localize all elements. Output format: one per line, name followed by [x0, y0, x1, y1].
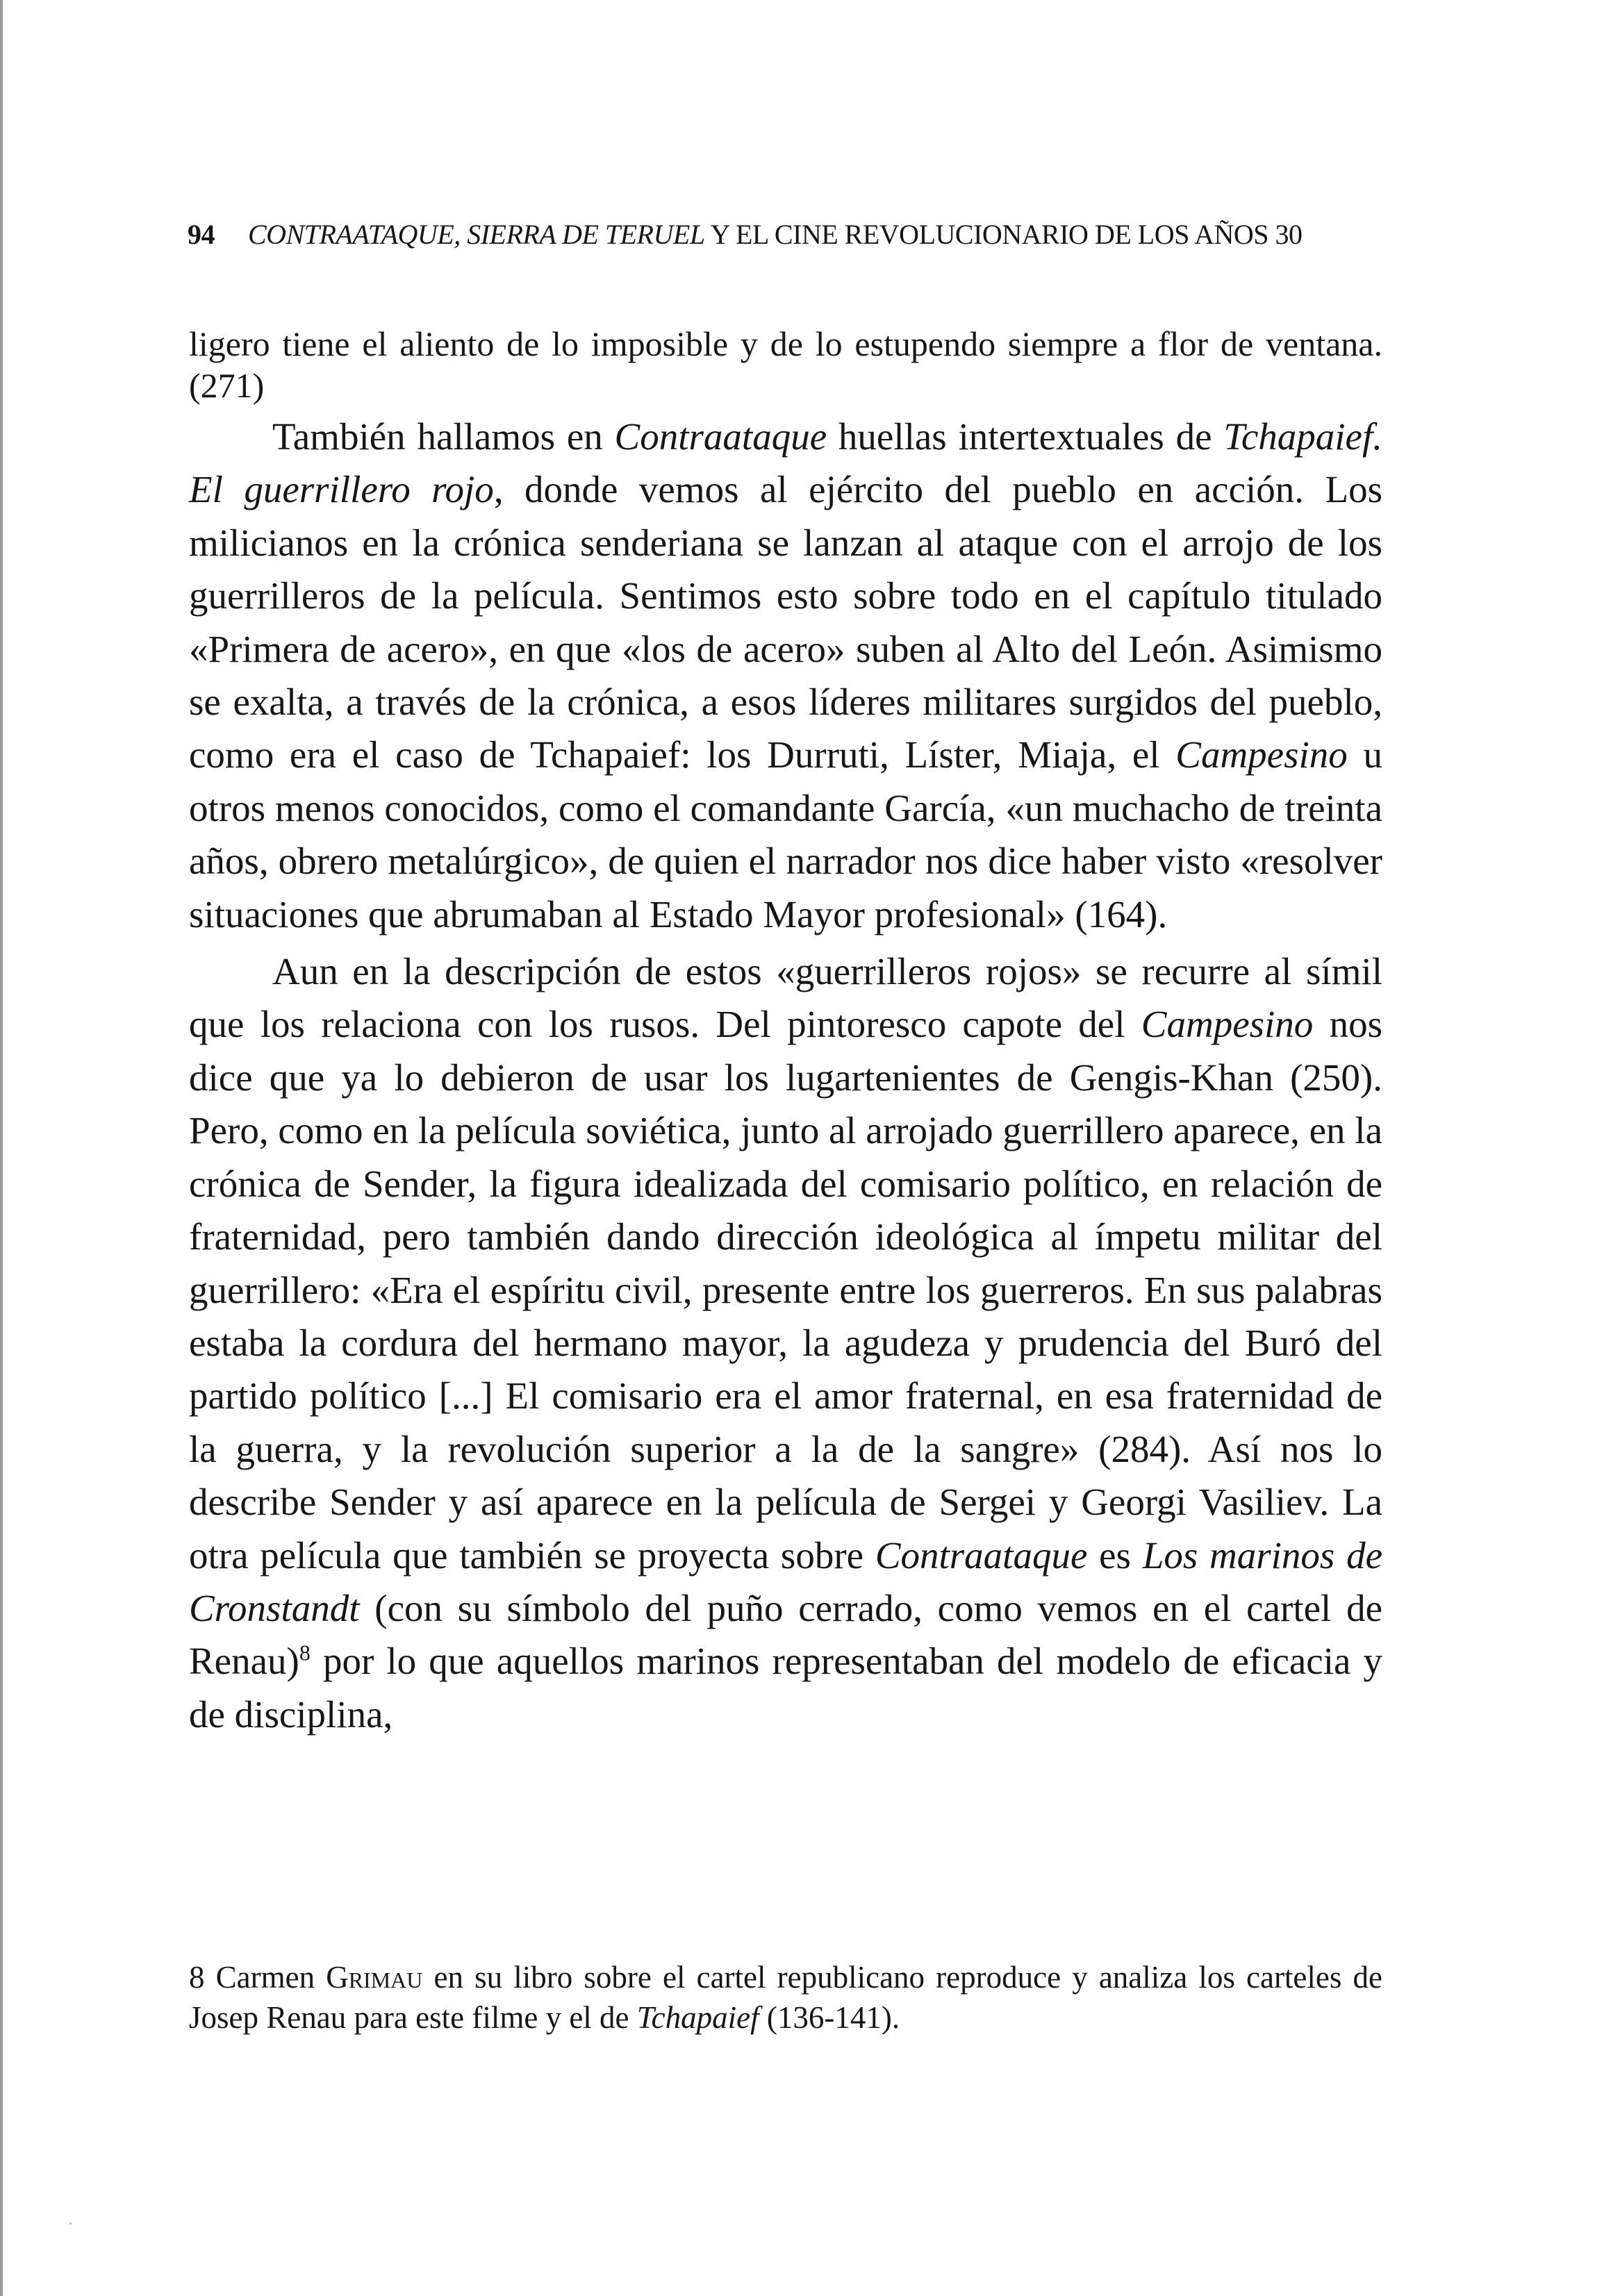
paragraph-1-text: , donde vemos al ejército del pueblo en acción. Los milicianos en la crónica senderiana se lanzan al ataque con el arrojo de los guerrilleros de la película. Sentimos esto sobre todo en el capítulo titulado «Primera de acero», en que «los de acero» suben al Alto del León. Asimismo se exalta, a través de la crónica, a esos líderes militares surgidos del pueblo, como era el caso de Tchapaief: los Durruti, Líster, Miaja, el	[189, 468, 1382, 776]
paragraph-2-text: (con su símbolo del puño cerrado, como vemos en el cartel de Renau)	[189, 1586, 1382, 1683]
paragraph-1-italic: Campesino	[1175, 733, 1348, 776]
body-text	[189, 323, 1382, 1741]
footnote-author: Grimau	[326, 1960, 423, 1995]
page-number: 94	[188, 219, 215, 250]
paragraph-2-italic: Campesino	[1141, 1003, 1314, 1046]
running-title-italic: CONTRAATAQUE, SIERRA DE TERUEL	[248, 219, 705, 250]
running-title-rest: Y EL CINE REVOLUCIONARIO DE LOS AÑOS 30	[710, 219, 1303, 250]
footnote	[189, 1957, 1382, 2038]
footnote-number: 8	[189, 1960, 205, 1995]
paragraph-2-text: por lo que aquellos marinos representaban del modelo de eficacia y de disciplina,	[189, 1640, 1382, 1736]
paragraph-2-italic: Contraataque	[875, 1533, 1088, 1577]
footnote-text: (136-141).	[759, 2000, 900, 2035]
paragraph-2	[189, 945, 1382, 1741]
quote-continuation: ligero tiene el aliento de lo imposible y de lo estupendo siempre a flor de ventana. (271)	[189, 324, 1382, 405]
paragraph-2-text: es	[1087, 1533, 1143, 1577]
running-head	[188, 214, 1303, 256]
footnote-italic: Tchapaief	[636, 2000, 759, 2035]
footnote-text: en su libro sobre el cartel republicano reproduce y analiza los carteles de Josep Renau para este filme y el de	[189, 1960, 1382, 2035]
paragraph-1-italic: Tchapaief. El guerrillero rojo	[189, 415, 1382, 511]
footnote-reference[interactable]: 8	[299, 1640, 311, 1666]
paragraph-2-text: nos dice que ya lo debieron de usar los lugartenientes de Gengis-Khan (250). Pero, como en la película soviética, junto al arrojado guerrillero aparece, en la crónica de Sender, la figura idealizada del comisario político, en relación de fraternidad, pero también dando dirección ideológica al ímpetu militar del guerrillero: «Era el espíritu civil, presente entre los guerreros. En sus palabras estaba la cordura del hermano mayor, la agudeza y prudencia del Buró del partido político [...] El comisario era el amor fraternal, en esa fraternidad de la guerra, y la revolución superior a la de la sangre» (284). Así nos lo describe Sender y así aparece en la película de Sergei y Georgi Vasiliev. La otra película que también se proyecta sobre	[189, 1003, 1382, 1577]
paragraph-1	[189, 410, 1382, 941]
paragraph-1-text: huellas intertextuales de	[827, 415, 1224, 458]
footnote-text: Carmen	[204, 1960, 327, 1995]
paragraph-2-italic: Los marinos de Cronstandt	[189, 1533, 1382, 1629]
page-edge	[0, 0, 3, 2296]
paragraph-1-text: u otros menos conocidos, como el comandante García, «un muchacho de treinta años, obrero metalúrgico», de quien el narrador nos dice haber visto «resolver situaciones que abrumaban al Estado Mayor profesional» (164).	[189, 733, 1382, 935]
paragraph-2-text: Aun en la descripción de estos «guerrilleros rojos» se recurre al símil que los relaciona con los rusos. Del pintoresco capote del	[189, 950, 1382, 1046]
paragraph-1-italic: Contraataque	[614, 415, 827, 458]
scan-speck	[69, 2222, 72, 2224]
paragraph-1-text: También hallamos en	[272, 415, 615, 458]
